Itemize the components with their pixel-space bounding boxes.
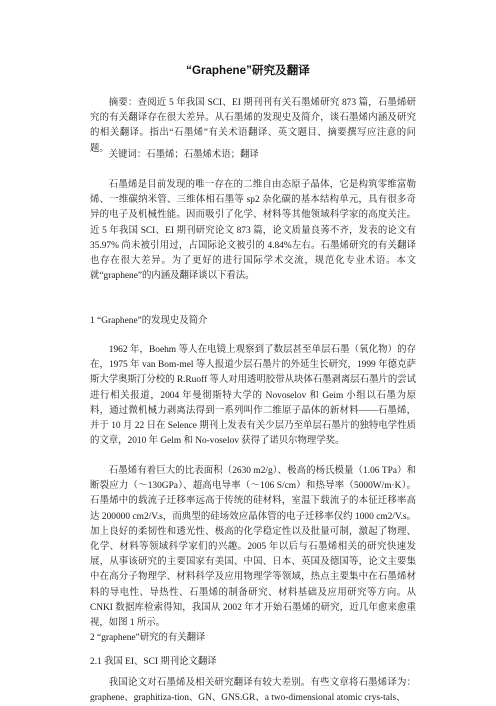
section1-paragraph1-block	[90, 343, 416, 449]
keywords-line: 关键词：石墨烯；石墨烯术语；翻译	[108, 150, 259, 160]
keywords-block	[90, 148, 416, 163]
abstract-paragraph: 摘要：查阅近 5 年我国 SCI、EI 期刊刊有关石墨烯研究 873 篇，石墨烯研究的有关翻译存在很大差异。从石墨烯的发现史及简介，谈石墨烯内涵及研究的相关翻译。指出“石墨烯”有关术语翻译、英文题目、摘要撰写应注意的问题。	[90, 98, 416, 154]
intro-paragraph: 石墨烯是目前发现的唯一存在的二维自由态原子晶体，它是构筑零维富勒烯、一维碳纳米管、三维体相石墨等 sp2 杂化碳的基本结构单元，具有很多奇异的电子及机械性能。因而吸引了化学、材料等其他领域科学家的高度关注。近 5 年我国 SCI、EI 期刊研究论文 873 篇，论文质量良莠不齐，发表的论文有 35.97% 尚未被引用过，占国际论文被引的 4.84%左右。石墨烯研究的有关翻译也存在很大差异。为了更好的进行国际学术交流，规范化专业术语。本文就“graphene”的内涵及翻译谈以下看法。	[90, 180, 416, 282]
section1-paragraph2-block	[90, 464, 416, 631]
intro-block	[90, 178, 416, 284]
body-paragraph: 1962 年，Boehm 等人在电镜上观察到了数层甚至单层石墨（氧化物）的存在，1975 年 van Bom-mel 等人报道少层石墨片的外延生长研究，1999 年德克萨斯大学奥斯汀分校的 R.Ruoff 等人对用透明胶带从块体石墨剥离层石墨片的尝试进行相关报道，2004 年曼彻斯特大学的 Novoselov 和 Geim 小组以石墨为原料，通过微机械力剥离法得到一系列叫作二维原子晶体的新材料——石墨烯，并于 10 月 22 日在 Selence 期刊上发表有关少层乃至单层石墨片的独特电学性质的文章，2010 年 Gelm 和 No-voselov 获得了诺贝尔物理学奖。	[90, 345, 416, 447]
section1-heading-block	[90, 314, 416, 329]
body-paragraph: 我国论文对石墨烯及相关研究翻译有较大差别。有些文章将石墨烯译为：graphene、graphitiza-tion、GN、GNS.GR、a two-dimensional atomic crys-tals、	[90, 678, 416, 704]
document-title: “Graphene”研究及翻译	[186, 64, 310, 77]
section-heading: 2 “graphene”研究的有关翻译	[90, 633, 206, 643]
body-paragraph: 石墨烯有着巨大的比表面积（2630 m2/g）、极高的杨氏模量（1.06 TPa）和断裂应力（～130GPa）、超高电导率（～106 S/cm）和热导率（5000W/m·K）。石墨烯中的载流子迁移率远高于传统的硅材料，室温下载流子的本征迁移率高达 200000 cm2/V.s，而典型的硅场效应晶体管的电子迁移率仅约 1000 cm2/V.s。加上良好的柔韧性和透光性、极高的化学稳定性以及批量可制，激起了物理、化学、材料等领域科学家们的兴趣。2005 年以后与石墨烯相关的研究快速发展，从事该研究的主要国家有美国、中国、日本、英国及德国等，论文主要集中在高分子物理学、材料科学及应用物理学等领域，热点主要集中在石墨烯材料的导电性、导热性、石墨烯的制备研究、材料基础及应用研究等方向。从 CNKI 数据库检索得知，我国从 2002 年才开始石墨烯的研究，近几年愈来愈重视，如图 1 所示。	[90, 466, 416, 629]
section2-1-heading-block	[90, 655, 416, 670]
subsection-heading: 2.1 我国 EI、SCI 期刊论文翻译	[90, 657, 217, 667]
section-heading: 1 “Graphene”的发现史及简介	[90, 316, 208, 326]
section2-heading-block	[90, 631, 416, 646]
